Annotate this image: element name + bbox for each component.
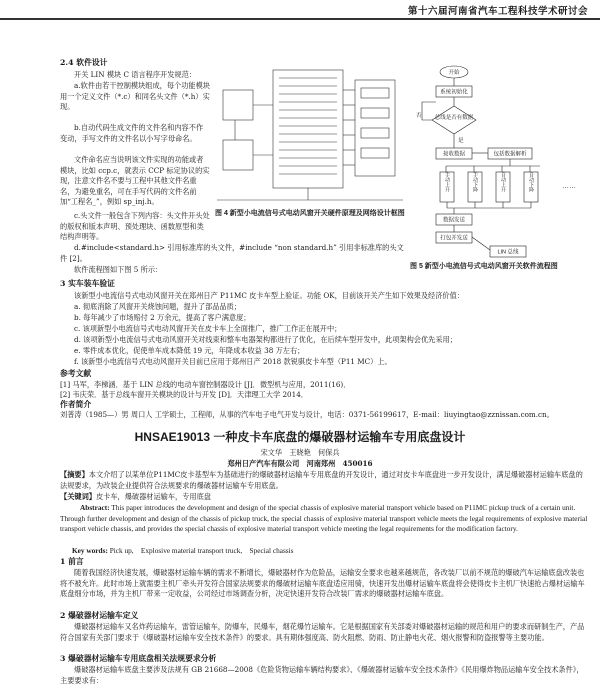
paper-authors: 宋文华 王晓艳 何保兵 — [260, 448, 340, 457]
abstract-en — [60, 503, 588, 535]
flow-start: 开始 — [448, 70, 460, 76]
paragraph: 爆破器材运输车底盘主要涉及法规有 GB 21668—2008《危险货物运输车辆结构要求》、《爆破器材运输车安全技术条件》《民用爆炸物品运输车安全技术条件》，主要要求有： — [60, 665, 584, 685]
reference-item: [2] 韦庆荣．基于总线车窗开关模块的设计与开发 [D]．天津理工大学 2014． — [60, 390, 308, 399]
abstract-en-label: Abstract: — [80, 503, 110, 512]
figure-5-caption: 图 5 新型小电流信号式电动风窗开关软件流程图 — [410, 263, 558, 270]
abstract-cn-label: 【摘要】 — [60, 470, 89, 479]
flow-ellipsis: …… — [562, 183, 576, 190]
list-item: f. 该新型小电流信号式电动风窗开关目前已应用于郑州日产 2018 款锐骐皮卡车型（P11 MC）上。 — [74, 357, 392, 366]
flow-condition: 总线是否有数据 — [434, 115, 474, 121]
keywords-en-label: Key words: — [72, 546, 108, 555]
paragraph: 软件流程图如下图 5 所示： — [74, 265, 163, 274]
flow-step-1: 手动上升 — [444, 172, 450, 192]
figure-4 — [215, 60, 405, 208]
list-item: a. 彻底消除了风窗开关烧蚀问题，提升了部品品质； — [74, 302, 241, 311]
paragraph: 文件命名应当说明该文件实现的功能或者模块，比如 ccp.c，就表示 CCP 标定协议的实现，注意文件名不要与工程中其他文件名重名，为避免重名，可在手写代码的文件名前加“工程名_”，例如 sp_inj.h。 — [60, 155, 210, 207]
keywords-cn-text: 皮卡车，爆破器材运输车，专用底盘 — [95, 492, 211, 501]
section-heading: 2 爆破器材运输车定义 — [60, 611, 139, 620]
list-item: a.软件由若干控制模块组成，每个功能模块用一个定义文件（*.c）和同名头文件（*.h）实现。 — [60, 81, 210, 112]
flow-step-2: 手动下降 — [472, 172, 478, 192]
keywords-en-text: Pick up, Explosive material transport truck, Special chassis — [109, 546, 294, 555]
section-heading: 2.4 软件设计 — [60, 58, 108, 67]
keywords-cn-label: 【关键词】 — [60, 492, 96, 501]
flow-step-4: 自动下降 — [528, 172, 534, 192]
author-bio-heading: 作者简介 — [60, 400, 92, 409]
paper-affiliation: 郑州日产汽车有限公司 河南郑州 450016 — [227, 459, 373, 468]
paragraph: 该新型小电流信号式电动风窗开关在郑州日产 P11MC 皮卡车型上验证。功能 OK，目前该开关产生如下效果及经济价值： — [74, 291, 464, 300]
flow-pack: 打包并发送 — [440, 235, 468, 242]
list-item: c.头文件一般包含下列内容：头文件开头处的版权和版本声明、预处理块、函数原型和类结构声明等。 — [60, 211, 210, 242]
author-bio-text: 刘普涛（1985—）男 周口人 工学硕士，工程师，从事的汽车电子电气开发与设计，电话：0371-56199617，E-mail：liuyingtao@zznissan.com.cn。 — [60, 410, 554, 419]
paragraph: 开关 LIN 模块 C 语言程序开发规范： — [74, 70, 196, 79]
paragraph: 爆破器材运输车又名炸药运输车，雷管运输车，防爆车，民爆车，烟花爆竹运输车。它是根据国家有关部委对爆破器材运输的规范和用户的要求而研制生产，产品符合国家有关部门要求于《爆破器材运输车安全技术条件》的要求。具有期体强度高、防火阻燃、防雨、防止静电火花、烟火报警和防盗报警等主要功能。 — [60, 622, 585, 642]
flow-no: 否 — [416, 113, 422, 119]
section-heading: 3 实车装车验证 — [60, 279, 115, 288]
software-flowchart — [412, 62, 590, 260]
list-item: d.#include<standard.h> 引用标准库的头文件，#include “non standard.h” 引用非标准库的头文件 [2]。 — [60, 243, 404, 263]
section-heading: 1 前言 — [60, 557, 84, 566]
flow-parse: 包括数据解析 — [493, 151, 527, 158]
references-heading: 参考文献 — [60, 369, 92, 378]
section-heading: 3 爆破器材运输车专用底盘相关法规要求分析 — [60, 654, 217, 663]
abstract-en-text: This paper introduces the development and design of the special chassis of explosive material transport vehicle based on P11MC pickup truck of a certain unit. Through further development and design of the chassis of pickup truck, the special chassis of explosive material transport vehicle meets the legal requirements of explosive material transport vehicle chassis, and provides the special chassis of explosive material transport vehicle meeting the legal requirements for the modification factory. — [60, 503, 588, 534]
paragraph: 随着我国经济快速发展，爆破器材运输车辆的需求不断增长，爆破器材作为危险品，运输安全要求也越来越规范，各改装厂以前不规范的爆破汽车运输底盘改装也将不被允许。此时市场上就需要主机厂牵头开发符合国家法规要求的爆破材运输车底盘适应用骑，快速开发出爆材运输车底盘将会使得皮卡主机厂快速抢占爆材运输车底盘细分市场，并为主机厂带来一定收益，公司经过市场调查分析，决定快速开发符合改装厂需求的爆破器材运输车底盘。 — [60, 568, 585, 599]
flow-step-3: 自动上升 — [500, 172, 506, 192]
keywords-en — [60, 546, 588, 557]
conference-title: 第十六届河南省汽车工程科技学术研讨会 — [407, 6, 588, 17]
reference-item: [1] 马军，李梯涵．基于 LIN 总线的电动车窗控制器设计 [J]．微型机与应用，2011(16)． — [60, 380, 351, 389]
flow-yes: 是 — [458, 138, 464, 144]
figure-4-caption: 图 4 新型小电流信号式电动风窗开关硬件原理及网络设计框图 — [215, 210, 405, 217]
flow-receive: 接收数据 — [442, 151, 466, 158]
list-item: c. 该项新型小电流信号式电动风窗开关在皮卡车上全面推广，推广工作正在展开中； — [74, 324, 342, 333]
figure-5 — [412, 62, 590, 260]
circuit-schematic — [215, 60, 405, 208]
paper-title: HNSAE19013 一种皮卡车底盘的爆破器材运输车专用底盘设计 — [134, 430, 466, 444]
abstract-cn-text: 本文介绍了以某单位P11MC皮卡基型车为基础进行的爆破器材运输车专用底盘的开发设计，通过对皮卡车底盘进一步开发设计，满足爆破器材运输车底盘的法规要求，为改装企业提供符合法规要求的爆破器材运输车专用底盘。 — [60, 470, 583, 490]
running-header — [0, 0, 600, 22]
list-item: b.自动代码生成文件的文件名和内容不作变动，手写文件的文件名以小写字母命名。 — [60, 123, 204, 143]
header-rule — [0, 18, 600, 20]
flow-exec: 数据发送 — [442, 217, 466, 224]
list-item: b. 每年减少了市场赔付 2 万余元，提高了客户满意度； — [74, 313, 251, 322]
keywords-cn — [60, 492, 588, 503]
flow-init: 系统初始化 — [440, 89, 468, 96]
flow-lin-bus: LIN 总线 — [497, 249, 519, 256]
list-item: e. 零件成本优化，促使单车成本降低 19 元，年降成本收益 38 万左右； — [74, 346, 305, 355]
list-item: d. 该项新型小电流信号式电动风窗开关对线束和整车电器架构都进行了优化，在后续车型开发中，此项架构会优先采用； — [74, 335, 457, 344]
abstract-cn — [60, 470, 588, 491]
